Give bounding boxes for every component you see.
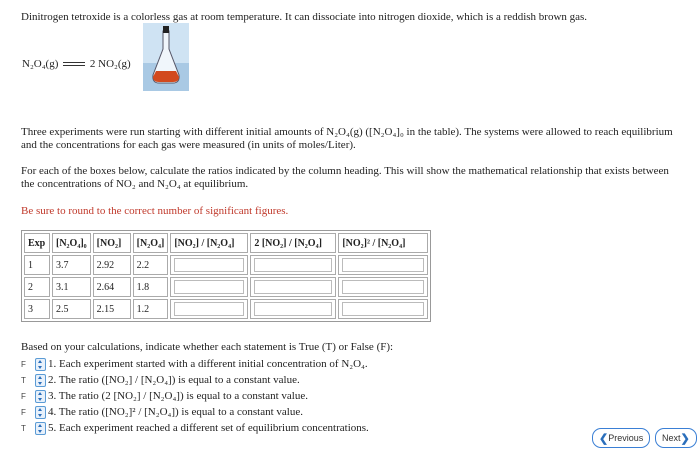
instructions-line2: the concentrations of NO₂ and N₂O₄ at equilibrium. (21, 178, 249, 190)
equilibrium-arrow-icon (63, 61, 85, 68)
cell-n2o4-initial: 2.5 (52, 299, 91, 319)
equation-left: N₂O₄(g) (22, 58, 59, 70)
answer-label: T (21, 423, 26, 433)
answer-spinner-icon[interactable] (35, 390, 46, 403)
answer-label: F (21, 407, 26, 417)
table-row (24, 277, 428, 297)
header-exp: Exp (24, 233, 50, 253)
instructions (21, 165, 686, 191)
answer-spinner-icon[interactable] (35, 422, 46, 435)
answer-spinner-icon[interactable] (35, 358, 46, 371)
statement-4 (21, 405, 303, 419)
answer-label: F (21, 391, 26, 401)
header-ratio-2: 2 [NO₂] / [N₂O₄] (250, 233, 336, 253)
statement-text: 2. The ratio ([NO₂] / [N₂O₄]) is equal to a constant value. (48, 374, 300, 386)
answer-spinner-icon[interactable] (35, 406, 46, 419)
table-row (24, 299, 428, 319)
cell-n2o4-initial: 3.7 (52, 255, 91, 275)
statement-1 (21, 357, 368, 371)
statement-5 (21, 421, 369, 435)
header-ratio-1: [NO₂] / [N₂O₄] (170, 233, 248, 253)
ratio-2-input[interactable] (250, 299, 336, 319)
cell-no2: 2.92 (93, 255, 131, 275)
chevron-right-icon: ❯ (680, 432, 690, 445)
ratio-3-input[interactable] (338, 277, 428, 297)
table-header-row (24, 233, 428, 253)
experiment-description-line1: Three experiments were run starting with different initial amounts of N₂O₄(g) ([N₂O₄]₀ in the table). The systems were allowed to reach equilibrium (21, 126, 673, 138)
cell-n2o4: 2.2 (133, 255, 169, 275)
ratio-3-input[interactable] (338, 255, 428, 275)
experiment-description-line2: and the concentrations for each gas were measured (in units of moles/Liter). (21, 139, 356, 151)
cell-exp: 2 (24, 277, 50, 297)
header-n2o4-initial: [N₂O₄]₀ (52, 233, 91, 253)
answer-label: F (21, 359, 26, 369)
sig-figs-note: Be sure to round to the correct number of significant figures. (21, 205, 289, 217)
cell-no2: 2.15 (93, 299, 131, 319)
ratio-2-input[interactable] (250, 277, 336, 297)
ratio-1-input[interactable] (170, 255, 248, 275)
flask-image (143, 23, 189, 91)
experiment-description (21, 126, 686, 152)
answer-label: T (21, 375, 26, 385)
cell-n2o4-initial: 3.1 (52, 277, 91, 297)
statement-text: 5. Each experiment reached a different set of equilibrium concentrations. (48, 422, 369, 434)
previous-button[interactable] (592, 428, 650, 448)
statement-2 (21, 373, 300, 387)
cell-exp: 3 (24, 299, 50, 319)
ratio-1-input[interactable] (170, 277, 248, 297)
ratio-1-input[interactable] (170, 299, 248, 319)
cell-n2o4: 1.2 (133, 299, 169, 319)
previous-label: Previous (608, 433, 644, 443)
ratio-3-input[interactable] (338, 299, 428, 319)
next-label: Next (662, 433, 681, 443)
header-no2: [NO₂] (93, 233, 131, 253)
statement-3 (21, 389, 308, 403)
answer-spinner-icon[interactable] (35, 374, 46, 387)
equation-right: 2 NO₂(g) (89, 58, 131, 70)
reaction-equation (22, 58, 131, 70)
statement-text: 1. Each experiment started with a different initial concentration of N₂O₄. (48, 358, 368, 370)
intro-text: Dinitrogen tetroxide is a colorless gas at room temperature. It can dissociate into nitrogen dioxide, which is a reddish brown gas. (21, 11, 588, 23)
next-button[interactable] (655, 428, 697, 448)
header-ratio-3: [NO₂]² / [N₂O₄] (338, 233, 428, 253)
statement-text: 4. The ratio ([NO₂]² / [N₂O₄]) is equal to a constant value. (48, 406, 303, 418)
chevron-left-icon: ❮ (599, 432, 609, 445)
header-n2o4: [N₂O₄] (133, 233, 169, 253)
statements-intro: Based on your calculations, indicate whether each statement is True (T) or False (F): (21, 341, 394, 353)
ratio-2-input[interactable] (250, 255, 336, 275)
statement-text: 3. The ratio (2 [NO₂] / [N₂O₄]) is equal to a constant value. (48, 390, 308, 402)
cell-n2o4: 1.8 (133, 277, 169, 297)
instructions-line1: For each of the boxes below, calculate the ratios indicated by the column heading. This will show the mathematical relationship that exists between (21, 165, 669, 177)
table-row (24, 255, 428, 275)
cell-no2: 2.64 (93, 277, 131, 297)
data-table (21, 230, 431, 322)
cell-exp: 1 (24, 255, 50, 275)
